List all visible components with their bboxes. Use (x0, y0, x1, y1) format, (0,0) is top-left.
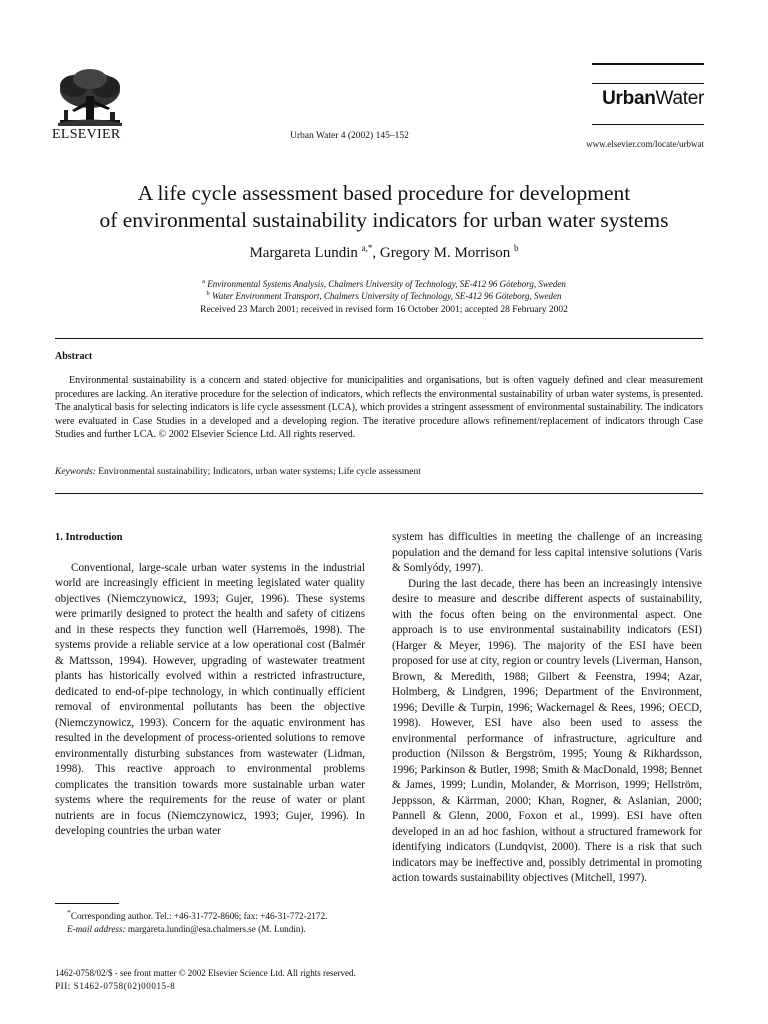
abstract-heading: Abstract (55, 351, 93, 362)
author-2: Gregory M. Morrison (379, 245, 511, 261)
journal-reference: Urban Water 4 (2002) 145–152 (290, 131, 409, 141)
pii-line: PII: S1462-0758(02)00015-8 (55, 981, 176, 991)
author-separator: , (372, 245, 380, 261)
author-2-affiliation-mark: b (514, 243, 519, 253)
right-column (392, 530, 702, 887)
journal-brand (592, 88, 704, 110)
abstract-text: Environmental sustainability is a concern and stated objective for municipalities and organisations, but is often vaguely defined and clear measurement procedures are lacking. An iterative procedure for the selection of indicators, which reflects the environmental sustainability of urban water systems, is presented. The analytical basis for selecting indicators is life cycle assessment (LCA), which provides a stringent assessment of environmental sustainability. The indicators were evaluated in Case Studies in a developed and a developing region. The iterative procedure allows refinement/replacement of indicators through Case Studies and further LCA. © 2002 Elsevier Science Ltd. All rights reserved. (55, 375, 703, 441)
article-dates: Received 23 March 2001; received in revised form 16 October 2001; accepted 28 February 2002 (200, 305, 568, 315)
abstract-bottom-rule (55, 493, 703, 494)
footnote (55, 907, 365, 935)
brand-rule (592, 83, 704, 84)
affiliation-a-text: Environmental Systems Analysis, Chalmers University of Technology, SE-412 96 Göteborg, Sweden (207, 279, 566, 289)
corresponding-author-note: Corresponding author. Tel.: +46-31-772-8606; fax: +46-31-772-2172. (70, 911, 328, 922)
affiliation-a-mark: a (202, 278, 206, 285)
section-heading: 1. Introduction (55, 532, 123, 543)
affiliation-b-text: Water Environment Transport, Chalmers University of Technology, SE-412 96 Göteborg, Sweden (212, 291, 562, 301)
journal-url[interactable]: www.elsevier.com/locate/urbwat (586, 139, 704, 149)
brand-rule (592, 124, 704, 125)
brand-strong: Urban (602, 88, 656, 109)
footnote-mark: * (67, 908, 71, 917)
intro-paragraph-1: Conventional, large-scale urban water systems in the industrial world are increasingly efficient in meeting legislated water quality objectives (Niemczynowicz, 1993; Gujer, 1996). These systems were primarily designed to protect the health and safety of citizens and in these respects they function well (Harremoës, 1998). The systems provide a reliable service at a low operational cost (Balmér & Mattsson, 1994). However, upgrading of wastewater treatment plants has historically evolved within a restricted infrastructure, dedicated to end-of-pipe technology, in which continually efficient removal of environmental pollutants has been the objective (Niemczynowicz, 1993). Concern for the aquatic environment has resulted in the development of process-oriented solutions to remove environmentally disturbing substances from wastewater (Lidman, 1998). This reactive approach to environmental problems complicates the transition towards more sustainable urban water systems where the requirements for the reuse of water or plant nutrients are in focus (Niemczynowicz, 1993; Gujer, 1996). In developing countries the urban water (55, 561, 365, 837)
keywords (55, 467, 703, 477)
footnote-rule (55, 903, 119, 904)
keywords-label: Keywords: (55, 467, 96, 477)
author-1: Margareta Lundin (249, 245, 358, 261)
elsevier-tree-logo (52, 66, 128, 128)
affiliation-a (40, 278, 728, 289)
intro-paragraph-1-continued: system has difficulties in meeting the challenge of an increasing population and the demand for less capital intensive solutions (Varis & Somlyódy, 1997). (392, 531, 702, 574)
author-list (40, 243, 728, 262)
brand-light: Water (655, 88, 704, 109)
keywords-text: Environmental sustainability; Indicators, urban water systems; Life cycle assessment (98, 467, 421, 477)
author-1-affiliation-mark: a,* (361, 243, 373, 253)
brand-rule (592, 63, 704, 65)
front-matter-line: 1462-0758/02/$ - see front matter © 2002 Elsevier Science Ltd. All rights reserved. (55, 968, 356, 978)
intro-paragraph-2: During the last decade, there has been an increasingly intensive desire to measure and describe different aspects of sustainability, with the focus often being on the environmental aspect. One approach is to use environmental sustainability indicators (ESI) (Harger & Meyer, 1996). The majority of the ESI have been proposed for use at city, region or country levels (Liverman, Hanson, Brown, & Meredith, 1988; Gilbert & Feenstra, 1994; Azar, Holmberg, & Lindgren, 1996; Department of the Environment, 1996; Deville & Turpin, 1996; Wackernagel & Rees, 1996; OECD, 1998). However, ESI have also been used to assess the environmental performance of infrastructure, agriculture and production (Nilsson & Bergström, 1995; Young & Rikhardsson, 1996; Parkinson & Butler, 1998; Smith & MacDonald, 1998; Bennet & James, 1999; Lundin, Molander, & Morrison, 1999; Hellström, Jeppsson, & Kärrman, 2000; Khan, Rogner, & Aslanian, 2000; Pannell & Glenn, 2000, Foxon et al., 1999). ESI have often developed in an ad hoc fashion, without a structured framework for identifying indicators (Lundqvist, 2000). There is a risk that such indicators may be ineffective and, possibly detrimental in promoting action towards sustainability objectives (Mitchell, 1997). (392, 577, 702, 884)
abstract-top-rule (55, 338, 703, 339)
publisher-name: ELSEVIER (52, 127, 121, 142)
left-column (55, 530, 365, 840)
title-line-1: A life cycle assessment based procedure for development (137, 181, 631, 205)
affiliation-b-mark: b (206, 290, 210, 297)
email-label: E-mail address: (67, 923, 126, 934)
affiliation-b (40, 290, 728, 301)
email-address[interactable]: margareta.lundin@esa.chalmers.se (M. Lundin). (127, 923, 306, 934)
article-title (40, 180, 728, 234)
title-line-2: of environmental sustainability indicators for urban water systems (99, 208, 669, 232)
